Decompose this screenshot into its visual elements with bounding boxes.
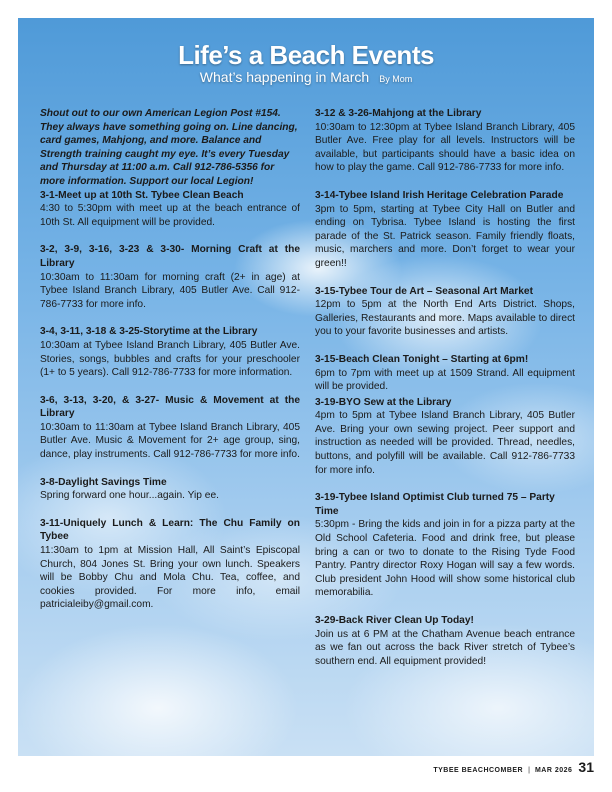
event-item [315, 285, 575, 339]
event-description: 4pm to 5pm at Tybee Island Branch Library, 405 Butler Ave. Bring your own sewing project. Peer support and instruction as needed will be provided. Thread, needles, buttons, and polyfill will be available. Call 912-786-7733 for more info. [315, 410, 575, 476]
event-title: 3-11-Uniquely Lunch & Learn: The Chu Family on Tybee [40, 517, 300, 543]
event-title: 3-19-Tybee Island Optimist Club turned 75 – Party Time [315, 492, 555, 517]
event-item [315, 491, 575, 600]
page-number: 31 [578, 759, 594, 775]
event-description: 4:30 to 5:30pm with meet up at the beach entrance of 10th St. All equipment will be provided. [40, 203, 300, 228]
event-description: 12pm to 5pm at the North End Arts District. Shops, Galleries, Restaurants and more. Maps available to direct you to your favorite businesses and artists. [315, 299, 575, 338]
page-footer [433, 759, 594, 775]
footer-separator: | [528, 767, 530, 774]
issue-date: MAR 2026 [534, 767, 573, 774]
page-title: Life’s a Beach Events [178, 40, 434, 70]
event-description: 5:30pm - Bring the kids and join in for a pizza party at the Old School Cafeteria. Food and drink free, but please bring a can or two to donate to the Rising Tyde Food Pantry. Pantry director Roxy Hogan will say a few words. Club president John Hood will show some historical club memorabilia. [315, 519, 575, 599]
event-title: 3-6, 3-13, 3-20, & 3-27- Music & Movement at the Library [40, 394, 300, 420]
event-description: 10:30am to 12:30pm at Tybee Island Branch Library, 405 Butler Ave. Free play for all levels. Instructors will be available, but participants should have a basic idea on how to play the game. Call 912-786-7733 for more info. [315, 121, 575, 174]
event-description: 11:30am to 1pm at Mission Hall, All Saint’s Episcopal Church, 804 Jones St. Bring your own lunch. Speakers will be Bobby Chu and Mola Chu. Tea, coffee, and cookies provided. For more info, email patricialeiby@gmail.com. [40, 545, 300, 611]
event-title: 3-14-Tybee Island Irish Heritage Celebration Parade [315, 189, 564, 201]
event-title: 3-15-Beach Clean Tonight – Starting at 6pm! [315, 353, 529, 365]
event-title: 3-19-BYO Sew at the Library [315, 396, 452, 408]
event-title: 3-12 & 3-26-Mahjong at the Library [315, 108, 482, 119]
event-item [315, 353, 575, 394]
event-description: 10:30am to 11:30am for morning craft (2+ in age) at Tybee Island Branch Library, 405 Butler Ave. Call 912-786-7733 for more info. [40, 271, 300, 310]
event-description: 10:30am at Tybee Island Branch Library, 405 Butler Ave. Stories, songs, bubbles and crafts for your preschooler (1+ to 5 years). Call 912-786-7733 for more information. [40, 339, 300, 379]
sky-background-panel [18, 18, 594, 756]
event-item [40, 394, 300, 462]
event-item [315, 107, 575, 175]
event-item [315, 396, 575, 478]
right-column [315, 107, 575, 682]
page-subtitle: What’s happening in March [199, 69, 370, 85]
left-column [40, 107, 300, 626]
publication-name: TYBEE BEACHCOMBER [433, 767, 524, 774]
event-description: Join us at 6 PM at the Chatham Avenue beach entrance as we fan out across the back River stretch of Tybee’s southern end. All equipment provided! [315, 628, 575, 667]
event-item [40, 517, 300, 612]
event-title: 3-1-Meet up at 10th St. Tybee Clean Beach [40, 189, 244, 201]
event-item [40, 243, 300, 311]
event-description: 10:30am to 11:30am at Tybee Island Branch Library, 405 Butler Ave. Music & Movement for 2+ age group, sing, dance, play instruments. Call 912-786-7733 for more info. [40, 421, 300, 461]
event-item [40, 476, 300, 503]
event-description: 3pm to 5pm, starting at Tybee City Hall on Butler and ending on Tybrisa. Tybee Island is hosting the first parade of the St. Patrick season. Family friendly floats, music, marchers and more. Don’t forget to wear your green!! [315, 203, 575, 269]
intro-paragraph: Shout out to our own American Legion Post #154. They always have something going on. Line dancing, card games, Mahjong, and more. Balance and Strength training caught my eye. It’s every Tuesday and Thursday at 11:00 a.m. Call 912-786-5356 for more information. Support our local Legion! [40, 108, 298, 187]
event-title: 3-15-Tybee Tour de Art – Seasonal Art Market [315, 285, 533, 297]
subtitle-row [18, 69, 594, 87]
event-description: Spring forward one hour...again. Yip ee. [40, 490, 219, 502]
event-description: 6pm to 7pm with meet up at 1509 Strand. All equipment will be provided. [315, 367, 575, 393]
byline: By Mom [379, 74, 413, 84]
event-item [40, 189, 300, 230]
event-title: 3-8-Daylight Savings Time [40, 476, 167, 488]
event-title: 3-2, 3-9, 3-16, 3-23 & 3-30- Morning Craft at the Library [40, 244, 300, 269]
event-title: 3-29-Back River Clean Up Today! [315, 615, 474, 626]
event-item [315, 189, 575, 271]
event-item [40, 325, 300, 379]
event-title: 3-4, 3-11, 3-18 & 3-25-Storytime at the Library [40, 326, 258, 338]
event-item [315, 614, 575, 668]
